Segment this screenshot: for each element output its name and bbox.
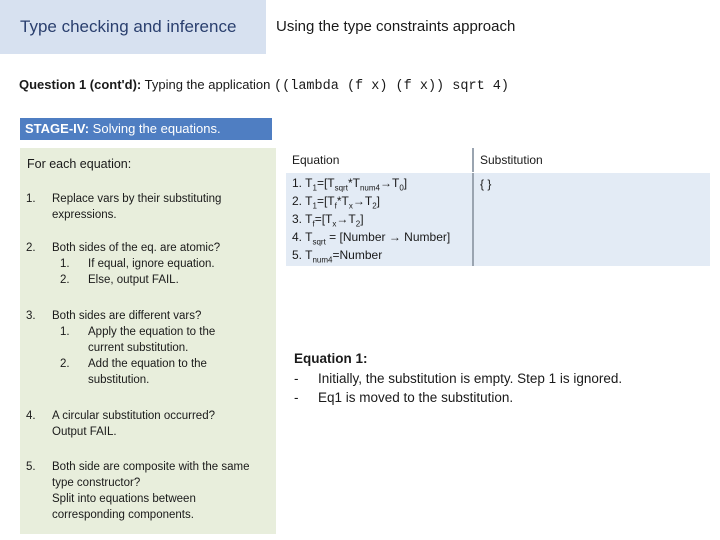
header-divider (286, 172, 710, 173)
note-bullet: - Initially, the substitution is empty. Step 1 is ignored. (294, 370, 623, 386)
sub-step: 2. Add the equation to the substitution. (60, 358, 207, 386)
equation-list (286, 172, 472, 266)
sub-step: 1. Apply the equation to the current substitution. (60, 326, 216, 354)
step-text: A circular substitution occurred? Output FAIL. (52, 410, 215, 438)
question-text: Typing the application (144, 77, 271, 92)
note-title: Equation 1: (294, 351, 368, 366)
step-extra: Split into equations between corresponding components. (52, 493, 196, 521)
step-number: 2. (26, 242, 36, 254)
equation-column-header: Equation (286, 148, 472, 172)
substitution-column-header: Substitution (474, 148, 710, 172)
equation-row: 1. $T_1=[T_{sqrt}*T_{num4}\to T_0]$ (292, 176, 408, 193)
header-left-panel (0, 0, 266, 54)
slide-title: Type checking and inference (20, 17, 237, 36)
stage-tag: STAGE-IV: (25, 121, 90, 136)
step-number: 4. (26, 410, 36, 422)
substitution-cell (474, 172, 710, 266)
step-number: 1. (26, 193, 36, 205)
stage-text: Solving the equations. (92, 121, 221, 136)
steps-panel (20, 148, 276, 534)
equation-row: 5. $T_{num4}=Number$ (292, 248, 383, 265)
question-label: Question 1 (cont'd): (19, 77, 142, 92)
question-line (19, 77, 509, 94)
question-code: ((lambda (f x) (f x)) sqrt 4) (274, 79, 509, 94)
equation-note (294, 349, 622, 408)
column-divider (472, 148, 474, 266)
note-bullet: - Eq1 is moved to the substitution. (294, 390, 514, 405)
stage-banner (20, 118, 272, 140)
step-number: 3. (26, 310, 36, 322)
step-text: Both sides are different vars? (52, 310, 202, 322)
step-text: Both sides of the eq. are atomic? (52, 242, 221, 254)
equation-row: 3. $T_f=[T_x\to T_2]$ (292, 212, 364, 229)
equation-row: 2. $T_1=[T_f*T_x\to T_2]$ (292, 194, 380, 211)
sub-step: 2. Else, output FAIL. (60, 274, 179, 286)
slide-subtitle: Using the type constraints approach (276, 18, 516, 35)
step-text: Both side are composite with the same type constructor? (52, 461, 250, 489)
step-number: 5. (26, 461, 36, 473)
steps-title: For each equation: (27, 157, 132, 171)
step-text: Replace vars by their substituting expressions. (52, 193, 222, 221)
substitution-value: { } (480, 177, 492, 191)
header-right-panel (266, 0, 720, 54)
equation-row: 4. $T_{sqrt}$ = [Number → Number] (292, 230, 451, 247)
sub-step: 1. If equal, ignore equation. (60, 258, 215, 270)
equation-table (286, 148, 710, 266)
